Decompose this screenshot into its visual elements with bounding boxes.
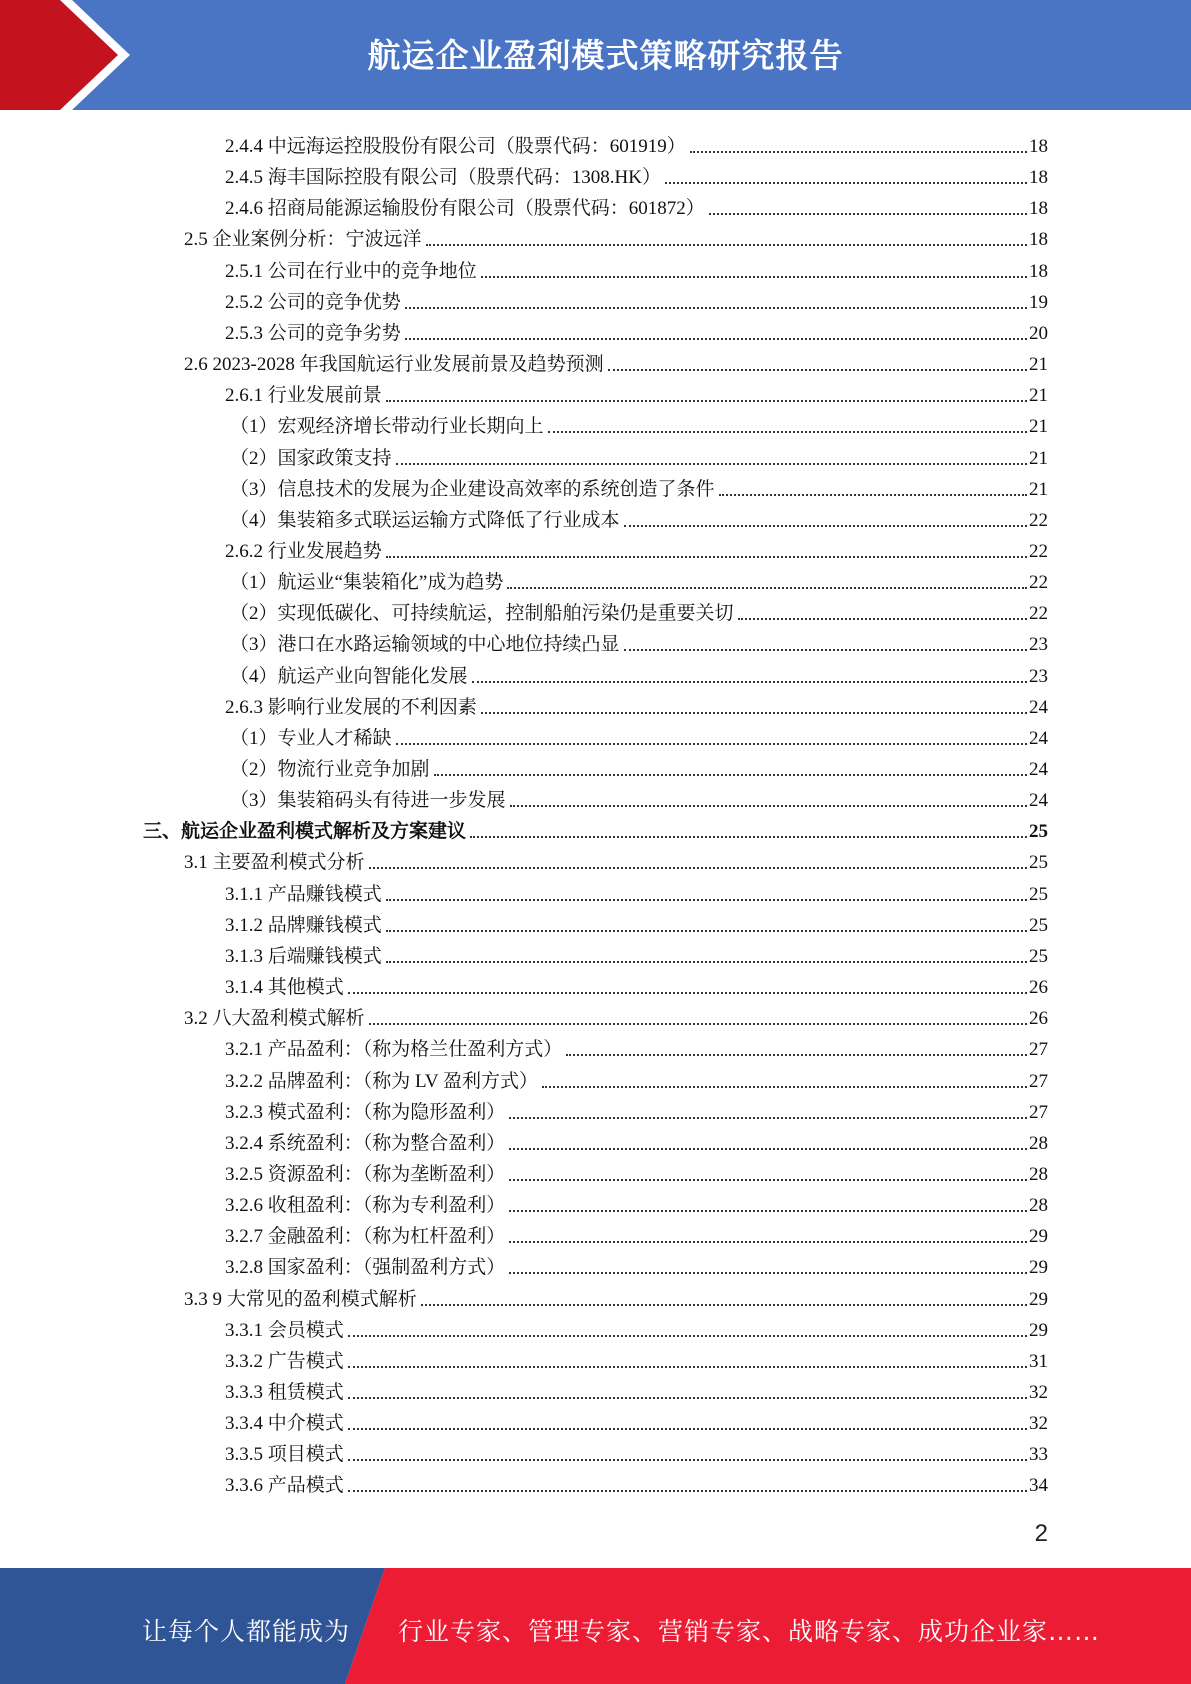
toc-leader-dots xyxy=(396,742,1027,745)
footer-slogan-left: 让每个人都能成为 xyxy=(142,1617,351,1646)
toc-entry[interactable] xyxy=(230,781,1048,812)
toc-entry-page: 29 xyxy=(1029,1288,1048,1310)
toc-entry-label: 3.2.3 模式盈利：（称为隐形盈利） xyxy=(225,1101,506,1123)
toc-entry[interactable] xyxy=(225,1373,1048,1404)
toc-leader-dots xyxy=(509,1209,1027,1212)
toc-entry-page: 18 xyxy=(1029,167,1048,189)
toc-entry[interactable] xyxy=(184,1280,1048,1311)
toc-leader-dots xyxy=(348,1489,1027,1492)
toc-entry-page: 29 xyxy=(1029,1319,1048,1341)
toc-entry-label: 3.2.5 资源盈利：（称为垄断盈利） xyxy=(225,1163,506,1185)
toc-entry[interactable] xyxy=(225,158,1048,189)
toc-entry-label: （3）集装箱码头有待进一步发展 xyxy=(230,790,506,812)
toc-leader-dots xyxy=(738,617,1027,620)
toc-leader-dots xyxy=(426,243,1027,246)
toc-entry-page: 26 xyxy=(1029,977,1048,999)
toc-leader-dots xyxy=(386,960,1027,963)
toc-entry-label: 3.2.2 品牌盈利：（称为 LV 盈利方式） xyxy=(225,1070,538,1092)
toc-entry[interactable] xyxy=(230,750,1048,781)
toc-entry-label: 3.2.6 收租盈利：（称为专利盈利） xyxy=(225,1195,506,1217)
toc-leader-dots xyxy=(719,493,1027,496)
toc-entry-label: 3.3.4 中介模式 xyxy=(225,1413,344,1435)
toc-entry-page: 28 xyxy=(1029,1132,1048,1154)
toc-entry-label: （1）航运业“集装箱化”成为趋势 xyxy=(230,572,504,594)
toc-entry[interactable] xyxy=(225,1062,1048,1093)
toc-entry[interactable] xyxy=(225,252,1048,283)
toc-entry-page: 24 xyxy=(1029,790,1048,812)
toc-entry-label: 3.1.1 产品赚钱模式 xyxy=(225,883,382,905)
toc-entry-label: （2）实现低碳化、可持续航运，控制船舶污染仍是重要关切 xyxy=(230,603,734,625)
toc-entry-label: （1）宏观经济增长带动行业长期向上 xyxy=(230,416,544,438)
toc-leader-dots xyxy=(510,804,1027,807)
toc-leader-dots xyxy=(608,368,1027,371)
toc-leader-dots xyxy=(348,1334,1027,1337)
toc-leader-dots xyxy=(386,555,1027,558)
page-header xyxy=(0,0,1191,110)
toc-entry-label: 2.4.6 招商局能源运输股份有限公司（股票代码：601872） xyxy=(225,198,705,220)
toc-entry-page: 18 xyxy=(1029,136,1048,157)
toc-leader-dots xyxy=(386,898,1027,901)
toc-entry-label: 2.5 企业案例分析：宁波远洋 xyxy=(184,229,422,251)
toc-entry-label: （2）国家政策支持 xyxy=(230,447,392,469)
toc-entry-page: 27 xyxy=(1029,1101,1048,1123)
toc-entry-page: 32 xyxy=(1029,1382,1048,1403)
toc-entry-label: 2.5.2 公司的竞争优势 xyxy=(225,291,401,313)
toc-leader-dots xyxy=(348,1458,1027,1461)
toc-entry-label: 3.3 9 大常见的盈利模式解析 xyxy=(184,1288,417,1310)
toc-leader-dots xyxy=(369,1022,1027,1025)
toc-entry-page: 24 xyxy=(1029,759,1048,780)
toc-entry-page: 32 xyxy=(1029,1413,1048,1435)
toc-entry-page: 18 xyxy=(1029,198,1048,220)
toc-entry[interactable] xyxy=(225,1311,1048,1342)
toc-entry-page: 33 xyxy=(1029,1444,1048,1466)
toc-entry-label: 3.3.3 租赁模式 xyxy=(225,1382,344,1403)
toc-entry[interactable] xyxy=(225,1404,1048,1435)
toc-entry[interactable] xyxy=(225,1155,1048,1186)
toc-entry-page: 25 xyxy=(1029,914,1048,936)
toc-entry-page: 23 xyxy=(1029,665,1048,687)
toc-entry-label: 3.3.6 产品模式 xyxy=(225,1475,344,1497)
toc-entry-page: 26 xyxy=(1029,1008,1048,1030)
toc-entry-page: 28 xyxy=(1029,1163,1048,1185)
toc-entry-page: 23 xyxy=(1029,634,1048,656)
toc-entry-label: 2.6.3 影响行业发展的不利因素 xyxy=(225,696,477,718)
toc-entry[interactable] xyxy=(225,189,1048,220)
toc-leader-dots xyxy=(348,1427,1027,1430)
toc-entry-page: 21 xyxy=(1029,385,1048,407)
toc-entry[interactable] xyxy=(225,376,1048,407)
toc-entry-page: 25 xyxy=(1029,945,1048,967)
toc-entry[interactable] xyxy=(225,283,1048,314)
toc-entry-page: 21 xyxy=(1029,416,1048,438)
toc-entry-page: 24 xyxy=(1029,727,1048,749)
toc-entry-page: 29 xyxy=(1029,1257,1048,1279)
toc-entry-page: 18 xyxy=(1029,260,1048,282)
toc-entry-label: 3.2.4 系统盈利：（称为整合盈利） xyxy=(225,1132,506,1154)
toc-entry-label: 3.3.2 广告模式 xyxy=(225,1350,344,1372)
toc-entry[interactable] xyxy=(230,407,1048,438)
toc-entry-label: 3.1.2 品牌赚钱模式 xyxy=(225,914,382,936)
footer-slogan-right: 行业专家、管理专家、营销专家、战略专家、成功企业家…… xyxy=(398,1617,1101,1646)
toc-entry-page: 29 xyxy=(1029,1226,1048,1248)
toc-entry-page: 20 xyxy=(1029,322,1048,344)
toc-entry-page: 22 xyxy=(1029,603,1048,625)
toc-entry-page: 28 xyxy=(1029,1195,1048,1217)
toc-leader-dots xyxy=(548,430,1027,433)
toc-entry-label: 2.5.1 公司在行业中的竞争地位 xyxy=(225,260,477,282)
toc-entry-label: 2.6 2023-2028 年我国航运行业发展前景及趋势预测 xyxy=(184,354,604,376)
toc-entry-label: 3.2.7 金融盈利：（称为杠杆盈利） xyxy=(225,1226,506,1248)
toc-entry[interactable] xyxy=(225,1030,1048,1061)
toc-entry-label: （3）港口在水路运输领域的中心地位持续凸显 xyxy=(230,634,620,656)
toc-leader-dots xyxy=(624,524,1027,527)
toc-entry-label: 2.6.2 行业发展趋势 xyxy=(225,540,382,562)
toc-entry-label: 2.6.1 行业发展前景 xyxy=(225,385,382,407)
toc-leader-dots xyxy=(481,275,1027,278)
toc-entry[interactable] xyxy=(230,439,1048,470)
toc-entry[interactable] xyxy=(230,719,1048,750)
toc-entry[interactable] xyxy=(225,875,1048,906)
toc-entry-page: 21 xyxy=(1029,478,1048,500)
toc-entry-label: 2.4.5 海丰国际控股有限公司（股票代码：1308.HK） xyxy=(225,167,661,189)
toc-leader-dots xyxy=(348,1396,1027,1399)
toc-entry-label: 2.5.3 公司的竞争劣势 xyxy=(225,322,401,344)
toc-leader-dots xyxy=(509,1178,1027,1181)
toc-entry[interactable] xyxy=(225,1435,1048,1466)
toc-leader-dots xyxy=(709,212,1027,215)
toc-leader-dots xyxy=(348,1365,1027,1368)
toc-entry[interactable] xyxy=(230,470,1048,501)
toc-entry[interactable] xyxy=(184,345,1048,376)
toc-leader-dots xyxy=(472,680,1027,683)
toc-leader-dots xyxy=(348,991,1027,994)
toc-entry-page: 25 xyxy=(1029,821,1048,843)
toc-entry-label: 2.4.4 中远海运控股股份有限公司（股票代码：601919） xyxy=(225,136,686,157)
toc-entry-label: （3）信息技术的发展为企业建设高效率的系统创造了条件 xyxy=(230,478,715,500)
toc-entry[interactable] xyxy=(225,1124,1048,1155)
toc-leader-dots xyxy=(566,1053,1027,1056)
toc-leader-dots xyxy=(369,866,1027,869)
toc-leader-dots xyxy=(624,648,1027,651)
report-title: 航运企业盈利模式策略研究报告 xyxy=(367,36,844,75)
toc-leader-dots xyxy=(509,1240,1027,1243)
toc-entry[interactable] xyxy=(225,1342,1048,1373)
toc-entry-label: （4）集装箱多式联运运输方式降低了行业成本 xyxy=(230,509,620,531)
toc-entry-label: 3.2 八大盈利模式解析 xyxy=(184,1008,365,1030)
toc-leader-dots xyxy=(421,1303,1027,1306)
toc-entry[interactable] xyxy=(230,594,1048,625)
toc-entry-label: 三、航运企业盈利模式解析及方案建议 xyxy=(143,821,467,843)
toc-leader-dots xyxy=(509,1147,1027,1150)
toc-entry-page: 27 xyxy=(1029,1039,1048,1061)
toc-entry-page: 21 xyxy=(1029,354,1048,376)
toc-leader-dots xyxy=(507,586,1027,589)
toc-entry[interactable] xyxy=(225,127,1048,158)
toc-entry-label: 3.2.8 国家盈利：（强制盈利方式） xyxy=(225,1257,506,1279)
toc-leader-dots xyxy=(386,399,1027,402)
toc-entry-page: 22 xyxy=(1029,572,1048,594)
toc-entry-label: （1）专业人才稀缺 xyxy=(230,727,392,749)
toc-leader-dots xyxy=(509,1116,1027,1119)
toc-entry-label: 3.1.3 后端赚钱模式 xyxy=(225,945,382,967)
toc-entry-label: （2）物流行业竞争加剧 xyxy=(230,759,430,780)
toc-entry[interactable] xyxy=(230,657,1048,688)
page-footer xyxy=(0,1568,1191,1684)
toc-entry-page: 31 xyxy=(1029,1350,1048,1372)
toc-leader-dots xyxy=(481,711,1027,714)
toc-entry[interactable] xyxy=(225,314,1048,345)
toc-entry-page: 18 xyxy=(1029,229,1048,251)
toc-entry[interactable] xyxy=(184,999,1048,1030)
toc-entry[interactable] xyxy=(184,843,1048,874)
toc-entry-label: 3.1 主要盈利模式分析 xyxy=(184,852,365,874)
toc-entry[interactable] xyxy=(230,563,1048,594)
toc-entry-page: 25 xyxy=(1029,852,1048,874)
toc-entry[interactable] xyxy=(225,1466,1048,1497)
toc-leader-dots xyxy=(470,835,1027,838)
toc-entry[interactable] xyxy=(225,906,1048,937)
toc-entry-label: 3.2.1 产品盈利：（称为格兰仕盈利方式） xyxy=(225,1039,563,1061)
toc-leader-dots xyxy=(405,306,1027,309)
toc-entry-page: 22 xyxy=(1029,540,1048,562)
toc-leader-dots xyxy=(434,773,1027,776)
toc-entry[interactable] xyxy=(184,220,1048,251)
toc-entry[interactable] xyxy=(225,1093,1048,1124)
toc-entry[interactable] xyxy=(230,501,1048,532)
toc-entry-page: 25 xyxy=(1029,883,1048,905)
toc-entry-page: 24 xyxy=(1029,696,1048,718)
toc-entry[interactable] xyxy=(230,625,1048,656)
toc-leader-dots xyxy=(405,337,1027,340)
toc-entry[interactable] xyxy=(225,1186,1048,1217)
toc-entry[interactable] xyxy=(225,1248,1048,1279)
toc-leader-dots xyxy=(386,929,1027,932)
toc-entry-page: 27 xyxy=(1029,1070,1048,1092)
toc-entry-page: 34 xyxy=(1029,1475,1048,1497)
toc-entry[interactable] xyxy=(225,937,1048,968)
toc-leader-dots xyxy=(665,181,1027,184)
toc-entry-label: 3.3.1 会员模式 xyxy=(225,1319,344,1341)
toc-leader-dots xyxy=(542,1085,1027,1088)
toc-entry[interactable] xyxy=(225,968,1048,999)
toc-entry-label: 3.1.4 其他模式 xyxy=(225,977,344,999)
page-number: 2 xyxy=(1034,1520,1048,1547)
toc-entry-page: 22 xyxy=(1029,509,1048,531)
toc-entry[interactable] xyxy=(225,532,1048,563)
toc-entry-page: 21 xyxy=(1029,447,1048,469)
toc-entry[interactable] xyxy=(225,1217,1048,1248)
toc-entry-page: 19 xyxy=(1029,291,1048,313)
toc-entry[interactable] xyxy=(143,812,1048,843)
toc-entry[interactable] xyxy=(225,688,1048,719)
toc-leader-dots xyxy=(690,150,1027,153)
toc-leader-dots xyxy=(396,462,1027,465)
toc-entry-label: 3.3.5 项目模式 xyxy=(225,1444,344,1466)
toc-leader-dots xyxy=(509,1271,1027,1274)
toc-entry-label: （4）航运产业向智能化发展 xyxy=(230,665,468,687)
